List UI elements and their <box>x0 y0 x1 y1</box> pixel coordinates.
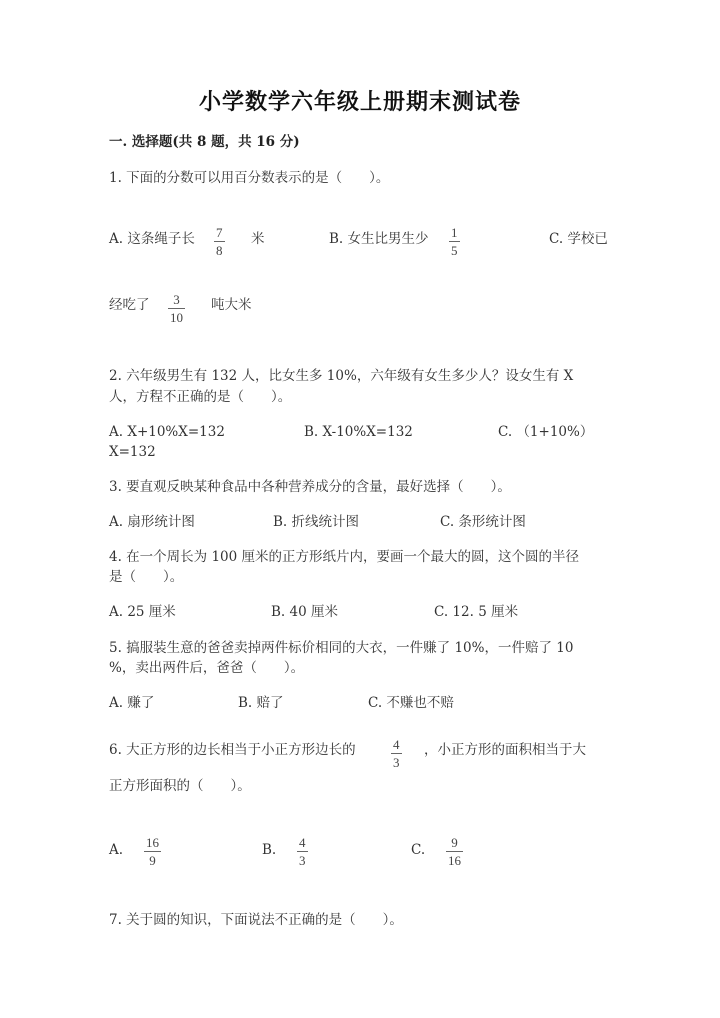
fraction-numerator: 4 <box>393 737 400 752</box>
question-5-stem: 5. 搞服装生意的爸爸卖掉两件标价相同的大衣，一件赚了 10%，一件赔了 10 <box>109 640 574 656</box>
fraction-denominator: 9 <box>149 853 156 868</box>
q6-option-b-fraction <box>297 836 308 867</box>
fraction-numerator: 4 <box>299 835 306 850</box>
q6-stem-fraction <box>391 738 402 769</box>
q3-option-c: C. 条形统计图 <box>440 514 526 530</box>
q4-option-a: A. 25 厘米 <box>109 604 176 620</box>
fraction-numerator: 3 <box>173 292 180 307</box>
q4-option-c: C. 12. 5 厘米 <box>434 604 519 620</box>
q3-option-a: A. 扇形统计图 <box>109 514 195 530</box>
q6-option-c-fraction <box>446 836 463 867</box>
question-4-stem: 4. 在一个周长为 100 厘米的正方形纸片内，要画一个最大的圆，这个圆的半径 <box>109 549 580 565</box>
question-6-stem-part2: ，小正方形的面积相当于大 <box>424 742 586 758</box>
q1-option-a-fraction <box>214 226 225 257</box>
q6-option-b-label: B. <box>262 842 277 858</box>
question-6-stem-cont: 正方形面积的（ ）。 <box>109 778 251 794</box>
fraction-denominator: 8 <box>216 243 223 258</box>
q5-option-b: B. 赔了 <box>238 695 284 711</box>
q1-option-b: B. 女生比男生少 <box>329 231 429 247</box>
q1-option-c-fraction <box>168 293 185 324</box>
fraction-numerator: 7 <box>216 225 223 240</box>
q1-option-a: A. 这条绳子长 <box>109 231 195 247</box>
q1-option-c: C. 学校已 <box>549 231 608 247</box>
q6-option-a-fraction <box>144 836 161 867</box>
fraction-denominator: 5 <box>451 243 458 258</box>
q4-option-b: B. 40 厘米 <box>271 604 338 620</box>
q3-option-b: B. 折线统计图 <box>273 514 360 530</box>
fraction-denominator: 10 <box>170 310 183 325</box>
fraction-denominator: 16 <box>448 853 461 868</box>
page-title: 小学数学六年级上册期末测试卷 <box>198 89 521 115</box>
q2-option-c: C. （1+10%） <box>498 424 594 440</box>
question-1-stem: 1. 下面的分数可以用百分数表示的是（ ）。 <box>109 170 390 186</box>
question-4-stem-cont: 是（ ）。 <box>109 569 184 585</box>
fraction-denominator: 3 <box>299 853 306 868</box>
question-6-stem: 6. 大正方形的边长相当于小正方形边长的 <box>109 742 356 758</box>
q1-option-b-fraction <box>449 226 460 257</box>
question-2-stem-cont: 人，方程不正确的是（ ）。 <box>109 389 292 405</box>
q5-option-c: C. 不赚也不赔 <box>368 695 454 711</box>
q1-option-c-unit: 吨大米 <box>211 297 252 313</box>
q2-option-b: B. X-10%X=132 <box>304 424 413 440</box>
question-7-stem: 7. 关于圆的知识，下面说法不正确的是（ ）。 <box>109 912 403 928</box>
q2-option-a: A. X+10%X=132 <box>109 424 225 440</box>
fraction-numerator: 16 <box>146 835 159 850</box>
q1-option-c-cont: 经吃了 <box>109 297 150 313</box>
question-2-stem: 2. 六年级男生有 132 人，比女生多 10%，六年级有女生多少人？设女生有 X <box>109 368 574 384</box>
q1-option-a-unit: 米 <box>251 231 265 247</box>
q2-option-c-cont: X=132 <box>109 444 156 460</box>
question-3-stem: 3. 要直观反映某种食品中各种营养成分的含量，最好选择（ ）。 <box>109 479 511 495</box>
fraction-numerator: 9 <box>451 835 458 850</box>
section-header: 一. 选择题(共 8 题，共 16 分) <box>109 134 300 150</box>
q6-option-a-label: A. <box>109 842 124 858</box>
fraction-numerator: 1 <box>451 225 458 240</box>
question-5-stem-cont: %，卖出两件后，爸爸（ ）。 <box>109 660 305 676</box>
fraction-denominator: 3 <box>393 755 400 770</box>
q6-option-c-label: C. <box>411 842 426 858</box>
q5-option-a: A. 赚了 <box>109 695 155 711</box>
